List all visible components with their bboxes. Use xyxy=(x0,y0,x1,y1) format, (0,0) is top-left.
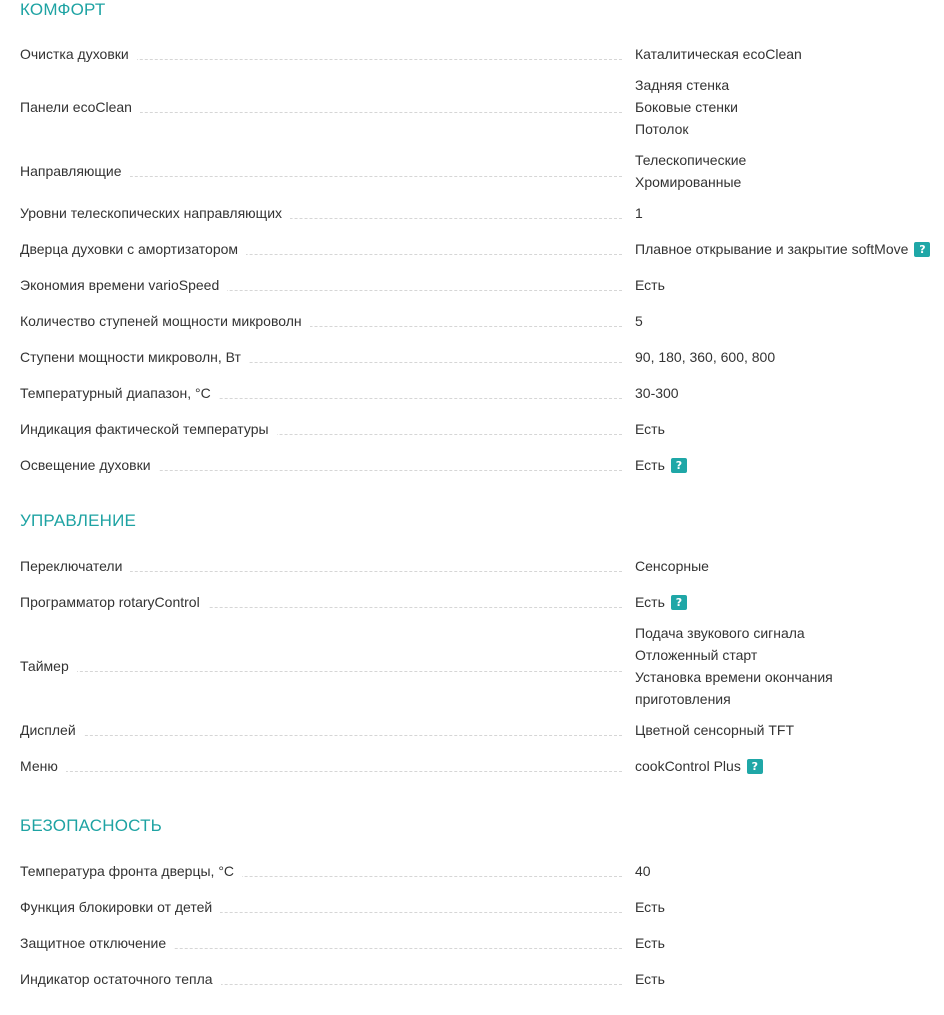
spec-label: Освещение духовки xyxy=(20,454,159,476)
dotted-leader xyxy=(20,735,622,736)
spec-label: Таймер xyxy=(20,655,77,677)
spec-value-line: Задняя стенка xyxy=(635,77,730,93)
spec-value-line: Есть xyxy=(635,277,665,293)
spec-value xyxy=(635,968,935,990)
spec-value xyxy=(635,555,935,577)
spec-value xyxy=(635,346,935,368)
spec-value xyxy=(635,238,935,260)
spec-value-line: Есть xyxy=(635,971,665,987)
spec-value-line: Есть ? xyxy=(635,591,935,613)
spec-value xyxy=(635,418,935,440)
spec-label: Дисплей xyxy=(20,719,84,741)
spec-value xyxy=(635,719,935,741)
spec-value xyxy=(635,310,935,332)
spec-row xyxy=(0,418,944,440)
spec-value-line: Есть xyxy=(635,899,665,915)
spec-value-line: Плавное открывание и закрытие softMove ? xyxy=(635,238,935,260)
spec-label: Панели ecoClean xyxy=(20,96,140,118)
spec-label: Очистка духовки xyxy=(20,43,137,65)
spec-value-line: Есть xyxy=(635,421,665,437)
spec-label: Защитное отключение xyxy=(20,932,174,954)
spec-label: Направляющие xyxy=(20,160,130,182)
spec-value-line: Потолок xyxy=(635,121,689,137)
spec-row xyxy=(0,932,944,954)
spec-row xyxy=(0,310,944,332)
section-title: БЕЗОПАСНОСТЬ xyxy=(20,816,163,835)
spec-value-line: Отложенный старт xyxy=(635,647,758,663)
spec-label: Индикатор остаточного тепла xyxy=(20,968,221,990)
spec-value xyxy=(635,591,935,613)
spec-row xyxy=(0,454,944,476)
spec-label: Дверца духовки с амортизатором xyxy=(20,238,246,260)
spec-value xyxy=(635,932,935,954)
spec-label: Температурный диапазон, °C xyxy=(20,382,219,404)
spec-row xyxy=(0,591,944,613)
spec-value xyxy=(635,149,935,193)
spec-value xyxy=(635,860,935,882)
spec-value xyxy=(635,755,935,777)
spec-value xyxy=(635,622,935,710)
spec-row xyxy=(0,74,944,140)
spec-value-line: Каталитическая ecoClean xyxy=(635,46,802,62)
spec-value-line: Подача звукового сигнала xyxy=(635,625,805,641)
spec-row xyxy=(0,346,944,368)
spec-value-line: Боковые стенки xyxy=(635,99,738,115)
spec-value xyxy=(635,382,935,404)
spec-value xyxy=(635,454,935,476)
spec-row xyxy=(0,238,944,260)
help-icon[interactable]: ? xyxy=(671,458,687,473)
spec-row xyxy=(0,149,944,193)
spec-row xyxy=(0,860,944,882)
spec-label: Функция блокировки от детей xyxy=(20,896,220,918)
spec-value-line: Установка времени окончания xyxy=(635,669,833,685)
spec-row xyxy=(0,274,944,296)
spec-row xyxy=(0,555,944,577)
spec-row xyxy=(0,382,944,404)
help-icon[interactable]: ? xyxy=(671,595,687,610)
spec-value-line: 40 xyxy=(635,863,651,879)
spec-value-line: Есть ? xyxy=(635,454,935,476)
spec-label: Уровни телескопических направляющих xyxy=(20,202,290,224)
spec-row xyxy=(0,43,944,65)
spec-row xyxy=(0,755,944,777)
spec-row xyxy=(0,968,944,990)
dotted-leader xyxy=(20,671,622,672)
spec-label: Ступени мощности микроволн, Вт xyxy=(20,346,249,368)
spec-value-line: Сенсорные xyxy=(635,558,709,574)
spec-row xyxy=(0,719,944,741)
spec-value xyxy=(635,74,935,140)
spec-value-line: Хромированные xyxy=(635,174,742,190)
spec-value xyxy=(635,274,935,296)
spec-value-line: приготовления xyxy=(635,691,731,707)
spec-value-line: Телескопические xyxy=(635,152,747,168)
spec-value-line: cookControl Plus ? xyxy=(635,755,935,777)
help-icon[interactable]: ? xyxy=(914,242,930,257)
spec-label: Индикация фактической температуры xyxy=(20,418,277,440)
spec-label: Программатор rotaryControl xyxy=(20,591,208,613)
spec-value-line: 90, 180, 360, 600, 800 xyxy=(635,349,776,365)
spec-value-line: 5 xyxy=(635,313,643,329)
spec-value-line: 1 xyxy=(635,205,643,221)
spec-value xyxy=(635,896,935,918)
spec-label: Экономия времени varioSpeed xyxy=(20,274,227,296)
spec-value xyxy=(635,43,935,65)
spec-label: Количество ступеней мощности микроволн xyxy=(20,310,310,332)
section-title: КОМФОРТ xyxy=(20,0,106,19)
spec-row xyxy=(0,202,944,224)
spec-value xyxy=(635,202,935,224)
spec-label: Переключатели xyxy=(20,555,130,577)
spec-value-line: Есть xyxy=(635,935,665,951)
spec-label: Меню xyxy=(20,755,66,777)
spec-value-line: Цветной сенсорный TFT xyxy=(635,722,795,738)
spec-row xyxy=(0,622,944,710)
section-title: УПРАВЛЕНИЕ xyxy=(20,511,137,530)
spec-value-line: 30-300 xyxy=(635,385,679,401)
spec-label: Температура фронта дверцы, °C xyxy=(20,860,242,882)
dotted-leader xyxy=(20,771,622,772)
spec-row xyxy=(0,896,944,918)
help-icon[interactable]: ? xyxy=(747,759,763,774)
